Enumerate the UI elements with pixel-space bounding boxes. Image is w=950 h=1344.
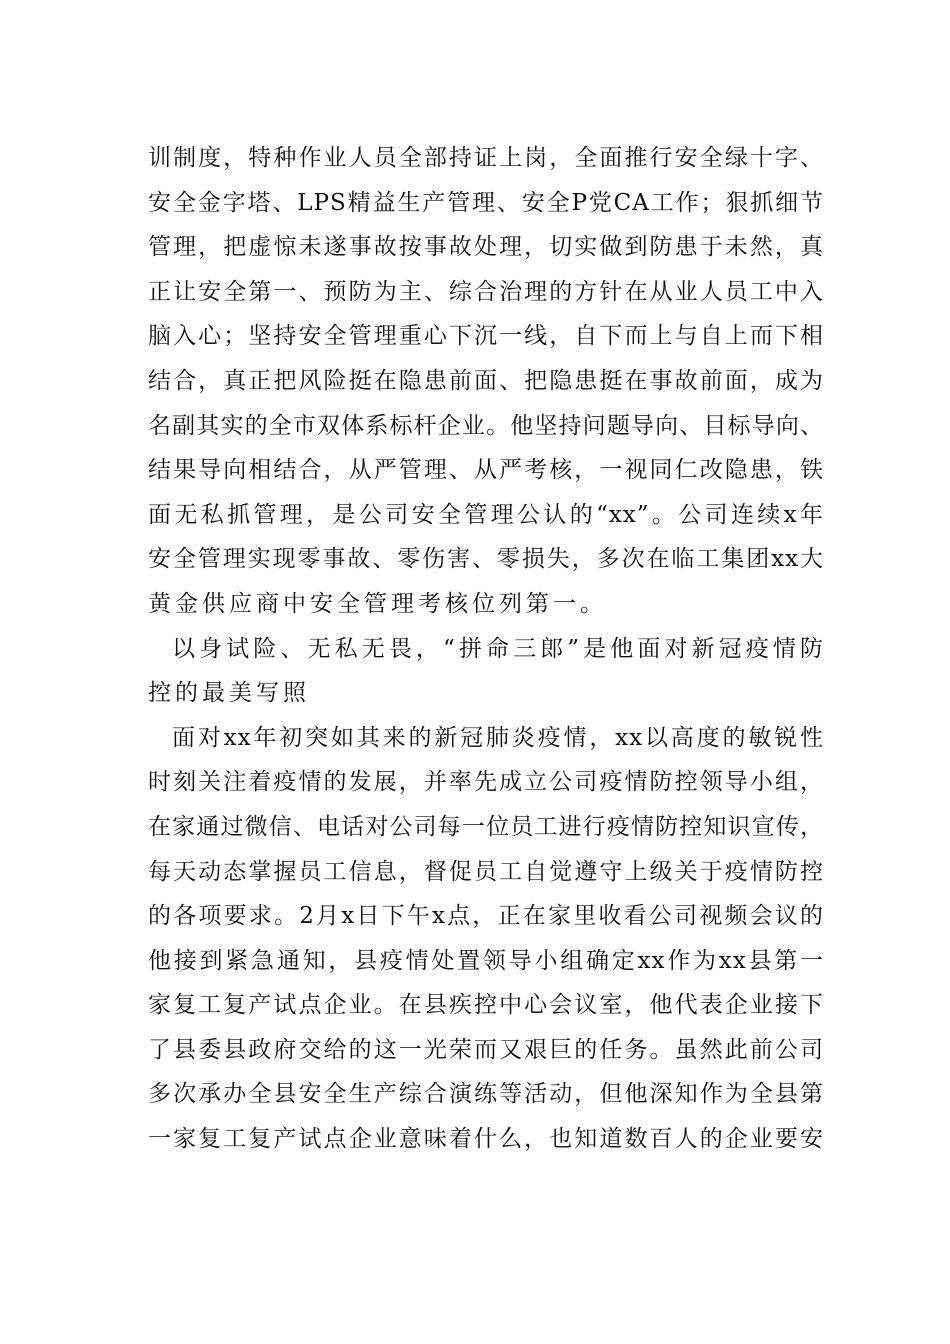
text-line: 每天动态掌握员工信息，督促员工自觉遵守上级关于疫情防控 bbox=[148, 858, 824, 885]
text-line: 训制度，特种作业人员全部持证上岗，全面推行安全绿十字、 bbox=[148, 145, 824, 171]
text-line: 他接到紧急通知，县疫情处置领导小组确定xx作为xx县第一 bbox=[148, 947, 824, 974]
text-line: 以身试险、无私无畏，“拼命三郎”是他面对新冠疫情防 bbox=[172, 635, 824, 662]
text-line: 的各项要求。2月x日下午x点，正在家里收看公司视频会议的 bbox=[148, 903, 824, 930]
text-line: 了县委县政府交给的这一光荣而又艰巨的任务。虽然此前公司 bbox=[148, 1036, 824, 1063]
text-line: 正让安全第一、预防为主、综合治理的方针在从业人员工中入 bbox=[148, 278, 824, 305]
text-line: 面对xx年初突如其来的新冠肺炎疫情，xx以高度的敏锐性 bbox=[172, 724, 824, 751]
text-line: 家复工复产试点企业。在县疾控中心会议室，他代表企业接下 bbox=[148, 992, 824, 1019]
text-line: 管理，把虚惊未遂事故按事故处理，切实做到防患于未然，真 bbox=[148, 234, 824, 261]
text-line: 名副其实的全市双体系标杆企业。他坚持问题导向、目标导向、 bbox=[148, 412, 824, 439]
text-line: 时刻关注着疫情的发展，并率先成立公司疫情防控领导小组， bbox=[148, 769, 824, 796]
text-line: 安全管理实现零事故、零伤害、零损失，多次在临工集团xx大 bbox=[148, 546, 824, 573]
text-line: 结果导向相结合，从严管理、从严考核，一视同仁改隐患，铁 bbox=[148, 457, 824, 484]
text-line: 控的最美写照 bbox=[148, 680, 310, 707]
text-line: 一家复工复产试点企业意味着什么，也知道数百人的企业要安 bbox=[148, 1126, 824, 1153]
document-body bbox=[148, 136, 824, 1162]
text-line: 面无私抓管理，是公司安全管理公认的“xx”。公司连续x年 bbox=[148, 501, 824, 528]
text-line: 安全金字塔、LPS精益生产管理、安全P党CA工作；狠抓细节 bbox=[148, 189, 824, 216]
text-line: 在家通过微信、电话对公司每一位员工进行疫情防控知识宣传， bbox=[148, 813, 824, 840]
text-line: 结合，真正把风险挺在隐患前面、把隐患挺在事故前面，成为 bbox=[148, 367, 824, 394]
text-line: 脑入心；坚持安全管理重心下沉一线，自下而上与自上而下相 bbox=[148, 323, 824, 350]
text-line: 黄金供应商中安全管理考核位列第一。 bbox=[148, 590, 607, 617]
text-line: 多次承办全县安全生产综合演练等活动，但他深知作为全县第 bbox=[148, 1081, 824, 1108]
